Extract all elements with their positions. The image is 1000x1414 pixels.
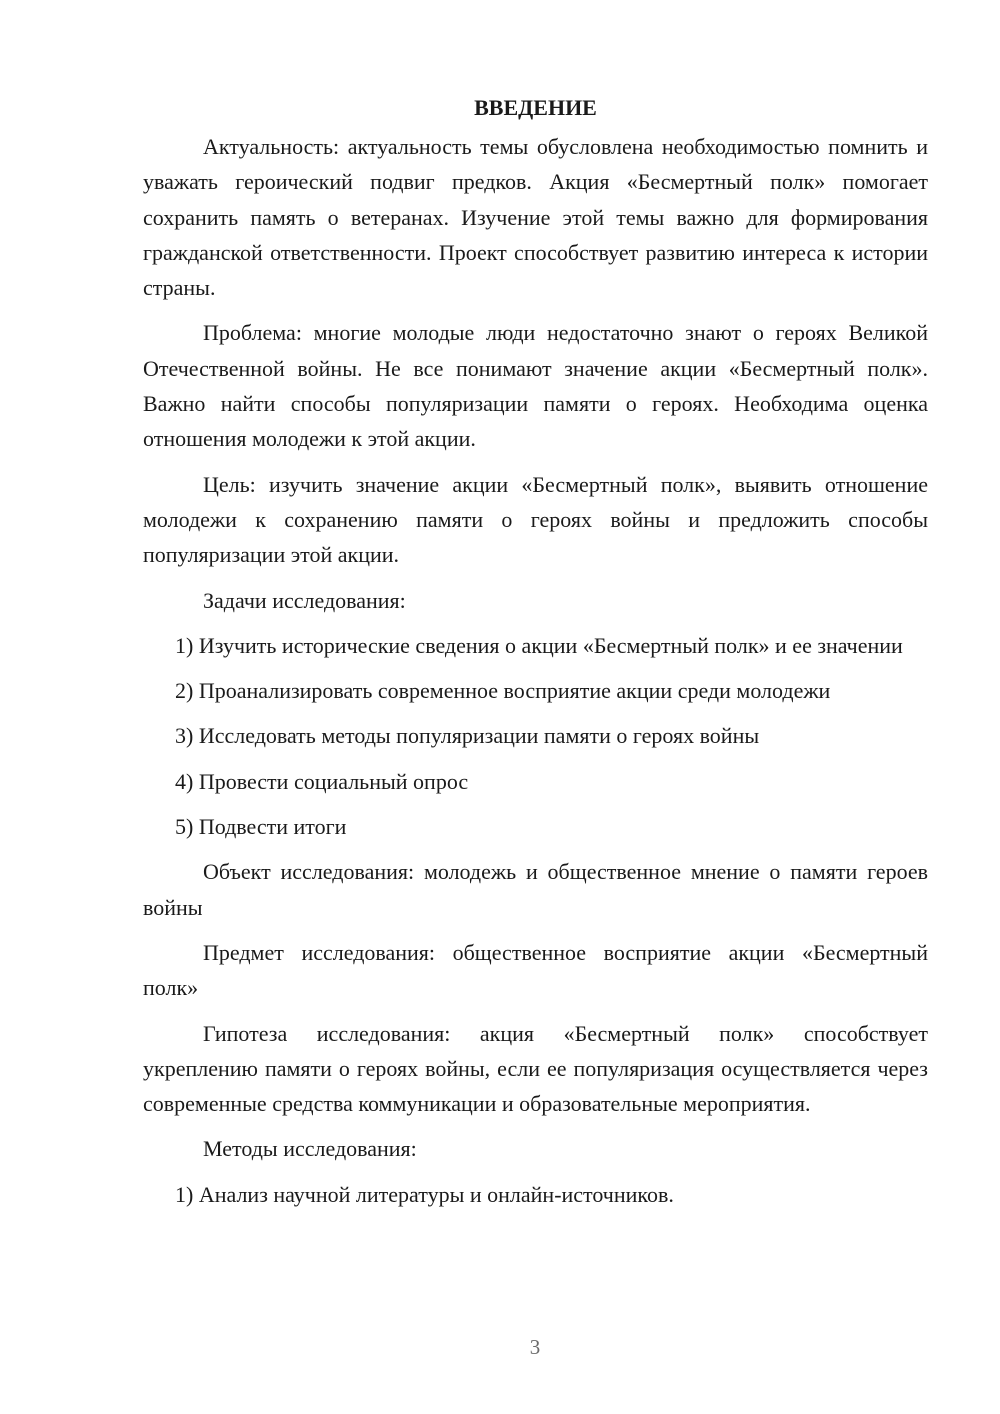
- method-item-1: 1) Анализ научной литературы и онлайн-источников.: [175, 1181, 674, 1207]
- task-item-4: 4) Провести социальный опрос: [175, 768, 469, 794]
- document-page: [143, 90, 928, 1222]
- task-item-5: 5) Подвести итоги: [175, 814, 347, 840]
- tasks-heading: Задачи исследования:: [203, 587, 406, 613]
- paragraph-object: Объект исследования: молодежь и общественное мнение о памяти героев войны: [143, 859, 928, 920]
- methods-heading: Методы исследования:: [203, 1136, 417, 1162]
- paragraph-subject: Предмет исследования: общественное восприятие акции «Бесмертный полк»: [143, 939, 928, 1001]
- task-item-1: 1) Изучить исторические сведения о акции «Бесмертный полк» и ее значении: [175, 632, 903, 658]
- paragraph-problem: Проблема: многие молодые люди недостаточно знают о героях Великой Отечественной войны. Не все понимают значение акции «Бесмертный полк». Важно найти способы популяризации памяти о героях. Необходима оценка отношения молодежи к этой акции.: [143, 320, 928, 452]
- paragraph-hypothesis: Гипотеза исследования: акция «Бесмертный полк» способствует укреплению памяти о героях войны, если ее популяризация осуществляется через современные средства коммуникации и образовательные мероприятия.: [143, 1020, 928, 1117]
- task-item-3: 3) Исследовать методы популяризации памяти о героях войны: [175, 723, 760, 749]
- task-item-2: 2) Проанализировать современное восприятие акции среди молодежи: [175, 678, 831, 704]
- paragraph-goal: Цель: изучить значение акции «Бесмертный полк», выявить отношение молодежи к сохранению памяти о героях войны и предложить способы популяризации этой акции.: [143, 471, 928, 568]
- section-title: ВВЕДЕНИЕ: [474, 95, 597, 120]
- paragraph-relevance: Актуальность: актуальность темы обусловлена необходимостью помнить и уважать героический подвиг предков. Акция «Бесмертный полк» помогает сохранить память о ветеранах. Изучение этой темы важно для формирования гражданской ответственности. Проект способствует развитию интереса к истории страны.: [143, 134, 928, 301]
- page-number: 3: [529, 1335, 541, 1359]
